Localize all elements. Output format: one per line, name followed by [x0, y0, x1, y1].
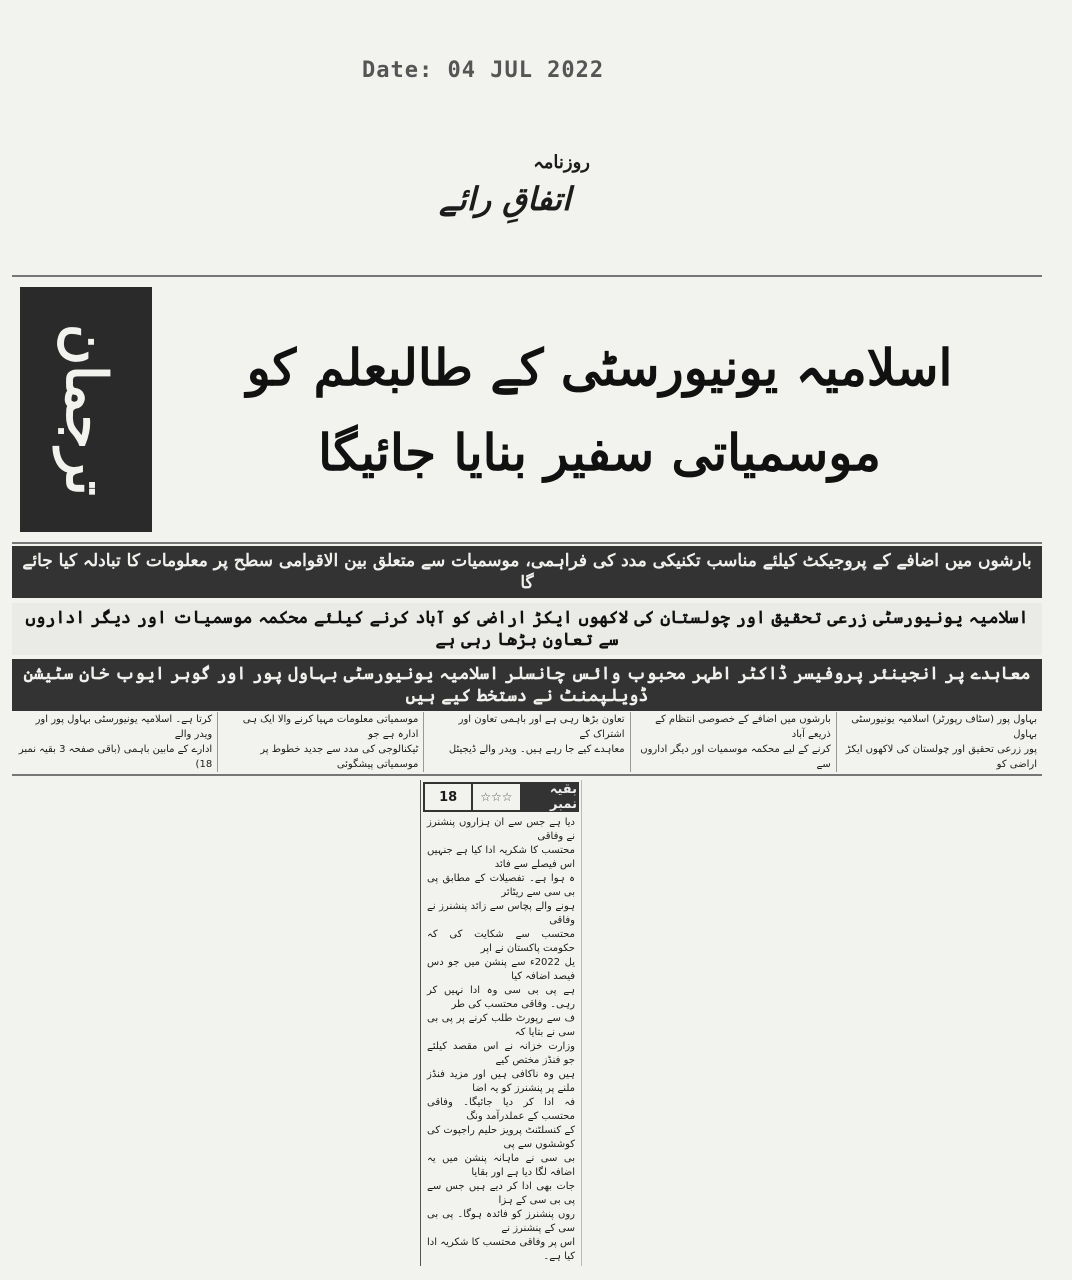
- masthead-name: اتفاقِ رائے: [439, 180, 571, 218]
- subheadline-1: بارشوں میں اضافے کے پروجیکٹ کیلئے مناسب تکنیکی مدد کی فراہمی، موسمیات سے متعلق بین الاقوامی سطح پر معلومات کا تبادلہ کیا جائے گا: [12, 546, 1042, 598]
- headline-box: [12, 275, 1042, 544]
- section-logo-text: ترجمان: [53, 323, 119, 496]
- headline: اسلامیہ یونیورسٹی کے طالبعلم کو موسمیاتی سفیر بنایا جائیگا: [246, 337, 953, 482]
- text-line: اس پر وفاقی محتسب کا شکریہ ادا کیا ہے۔: [427, 1237, 575, 1262]
- text-line: کرتا ہے۔ اسلامیہ یونیورسٹی بہاول پور اور ویدر والے: [35, 714, 213, 740]
- article-column: [836, 712, 1042, 772]
- article-column: [630, 712, 836, 772]
- text-line: ہ ہوا ہے۔ تفصیلات کے مطابق پی بی سی سے ریٹائر: [427, 873, 575, 898]
- text-line: یل 2022ء سے پنشن میں جو دس فیصد اضافہ کیا: [427, 957, 575, 982]
- text-line: ادارے کے مابین باہمی (باقی صفحہ 3 بقیہ نمبر 18): [18, 744, 213, 770]
- subheadline-3: معاہدے پر انجینئر پروفیسر ڈاکٹر اطہر محبوب وائس چانسلر اسلامیہ یونیورسٹی بہاول پور اور گوہر ایوب خان سٹیشن ڈویلپمنٹ نے دستخط کیے ہیں: [12, 659, 1042, 711]
- text-line: ٹیکنالوجی کی مدد سے جدید خطوط پر موسمیاتی پیشگوئی: [260, 744, 419, 770]
- text-line: بہاول پور (سٹاف رپورٹر) اسلامیہ یونیورسٹی بہاول: [851, 714, 1037, 740]
- subheadline-2: اسلامیہ یونیورسٹی زرعی تحقیق اور چولستان کی لاکھوں ایکڑ اراضی کو آباد کرنے کیلئے محکمہ موسمیات اور دیگر اداروں سے تعاون بڑھا رہی ہے: [12, 603, 1042, 655]
- text-line: بارشوں میں اضافے کے خصوصی انتظام کے ذریعے آباد: [655, 714, 831, 740]
- article-column: [217, 712, 423, 772]
- article-column: [12, 712, 217, 772]
- text-line: موسمیاتی معلومات مہیا کرنے والا ایک ہی ادارہ ہے جو: [242, 714, 419, 740]
- continuation-label: بقیہ نمبر: [520, 784, 578, 810]
- section-logo: [20, 287, 152, 532]
- text-line: تعاون بڑھا رہی ہے اور باہمی تعاون اور اشتراک کے: [458, 714, 625, 740]
- text-line: محتسب کا شکریہ ادا کیا ہے جنہیں اس فیصلے سے فائد: [427, 845, 575, 870]
- text-line: ہیں وہ ناکافی ہیں اور مزید فنڈز ملنے پر پنشنرز کو یہ اضا: [427, 1069, 575, 1094]
- text-line: دیا ہے جس سے ان ہزاروں پنشنرز نے وفاقی: [427, 817, 575, 842]
- text-line: کے کنسلٹنٹ پرویز حلیم راجپوت کی کوششوں سے پی: [427, 1125, 575, 1150]
- text-line: جات بھی ادا کر دیے ہیں جس سے پی بی سی کے ہزا: [427, 1181, 575, 1206]
- text-line: محتسب سے شکایت کی کہ حکومت پاکستان نے اپر: [427, 929, 575, 954]
- continuation-number: 18: [439, 789, 458, 805]
- article-columns: [12, 712, 1042, 776]
- continuation-header: [423, 782, 579, 812]
- text-line: ف سے رپورٹ طلب کرنے پر پی بی سی نے بتایا کہ: [427, 1013, 575, 1038]
- continuation-text: [421, 812, 581, 1266]
- text-line: بی سی نے ماہانہ پنشن میں یہ اضافہ لگا دیا ہے اور بقایا: [427, 1153, 575, 1178]
- text-line: کرنے کے لیے محکمہ موسمیات اور دیگر اداروں سے: [640, 744, 831, 770]
- text-line: روں پنشنرز کو فائدہ ہوگا۔ پی بی سی کے پنشنرز نے: [427, 1209, 575, 1234]
- date-stamp: Date: 04 JUL 2022: [362, 58, 605, 83]
- stars-icon: ☆☆☆: [471, 784, 519, 810]
- continuation-column: [420, 780, 582, 1266]
- masthead-prefix: روزنامہ: [533, 152, 590, 173]
- text-line: ہے پی بی سی وہ ادا نہیں کر رہی۔ وفاقی محتسب کی طر: [427, 985, 575, 1010]
- text-line: فہ ادا کر دیا جائیگا۔ وفاقی محتسب کے عملدرآمد ونگ: [427, 1097, 575, 1122]
- article-column: [423, 712, 629, 772]
- text-line: پور زرعی تحقیق اور چولستان کی لاکھوں ایکڑ اراضی کو: [845, 744, 1037, 770]
- text-line: ہونے والے پچاس سے زائد پنشنرز نے وفاقی: [427, 901, 575, 926]
- text-line: وزارت خزانہ نے اس مقصد کیلئے جو فنڈز مختص کیے: [427, 1041, 575, 1066]
- newspaper-masthead: [390, 150, 620, 222]
- text-line: معاہدے کیے جا رہے ہیں۔ ویدر والے ڈیجیٹل: [448, 744, 625, 755]
